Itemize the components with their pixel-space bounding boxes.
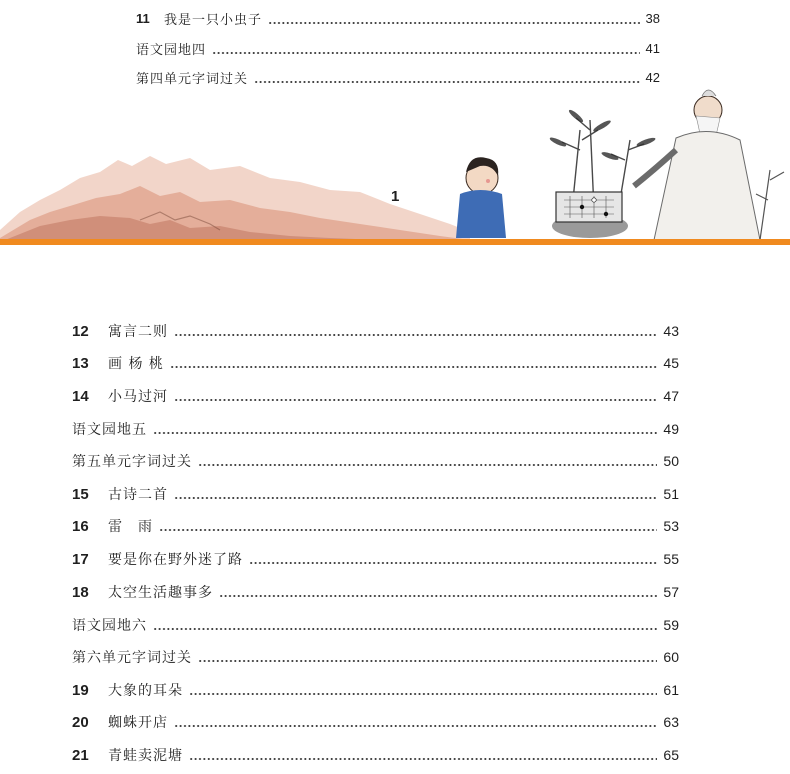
toc-leader-dots <box>174 324 657 338</box>
toc-entry[interactable] <box>72 352 679 374</box>
toc-entry[interactable] <box>72 450 679 472</box>
toc-entry-number: 15 <box>72 485 89 503</box>
page-divider-bar <box>0 239 790 245</box>
toc-leader-dots <box>174 487 657 501</box>
toc-entry[interactable] <box>72 679 679 701</box>
toc-entry-page: 61 <box>663 682 679 698</box>
toc-entry-page: 57 <box>663 584 679 600</box>
toc-entry[interactable] <box>136 8 660 28</box>
toc-leader-dots <box>212 42 640 55</box>
toc-entry-number: 13 <box>72 354 89 372</box>
toc-entry-title: 第四单元字词过关 <box>136 71 249 87</box>
toc-entry[interactable] <box>72 646 679 668</box>
toc-leader-dots <box>159 519 657 533</box>
top-page <box>0 0 790 246</box>
toc-entry-page: 59 <box>663 617 679 633</box>
toc-leader-dots <box>249 552 657 566</box>
toc-entry[interactable] <box>72 385 679 407</box>
toc-leader-dots <box>174 715 657 729</box>
toc-entry[interactable] <box>72 483 679 505</box>
toc-entry[interactable] <box>72 581 679 603</box>
toc-leader-dots <box>189 748 657 762</box>
toc-entry-page: 41 <box>645 40 660 56</box>
toc-entry-number: 20 <box>72 713 89 731</box>
toc-leader-dots <box>198 454 657 468</box>
toc-entry[interactable] <box>72 515 679 537</box>
toc-entry-page: 49 <box>663 421 679 437</box>
toc-entry-title: 寓言二则 <box>108 324 168 340</box>
toc-entry-page: 47 <box>663 388 679 404</box>
toc-leader-dots <box>170 356 658 370</box>
toc-leader-dots <box>153 422 657 436</box>
toc-entry-title: 要是你在野外迷了路 <box>108 552 243 568</box>
toc-entry[interactable] <box>136 67 660 87</box>
toc-entry-page: 42 <box>645 69 660 85</box>
toc-entry-page: 51 <box>663 486 679 502</box>
toc-entry-title: 太空生活趣事多 <box>108 585 213 601</box>
toc-entry[interactable] <box>72 744 679 766</box>
toc-leader-dots <box>153 618 657 632</box>
toc-entry-page: 43 <box>663 323 679 339</box>
toc-entry-number: 21 <box>72 746 89 764</box>
toc-leader-dots <box>174 389 657 403</box>
toc-entry-page: 45 <box>663 355 679 371</box>
toc-entry[interactable] <box>72 614 679 636</box>
toc-entry-page: 50 <box>663 453 679 469</box>
toc-entry-number: 17 <box>72 550 89 568</box>
toc-entry-page: 55 <box>663 551 679 567</box>
toc-entry-number: 19 <box>72 681 89 699</box>
mountain-illustration <box>0 120 470 242</box>
toc-entry-page: 38 <box>645 10 660 26</box>
toc-entry-page: 63 <box>663 714 679 730</box>
page-number: 1 <box>391 188 400 205</box>
go-game-illustration <box>440 60 790 242</box>
toc-entry-title: 蜘蛛开店 <box>108 715 168 731</box>
toc-entry-number: 11 <box>136 10 150 26</box>
toc-leader-dots <box>198 650 657 664</box>
toc-entry-title: 第六单元字词过关 <box>72 650 192 666</box>
toc-entry-title: 青蛙卖泥塘 <box>108 748 183 764</box>
toc-entry[interactable] <box>136 38 660 58</box>
toc-entry-title: 第五单元字词过关 <box>72 454 192 470</box>
toc-entry-title: 大象的耳朵 <box>108 683 183 699</box>
toc-entry-title: 小马过河 <box>108 389 168 405</box>
toc-entry[interactable] <box>72 320 679 342</box>
toc-entry-page: 65 <box>663 747 679 763</box>
toc-entry-title: 语文园地六 <box>72 618 147 634</box>
toc-entry-title: 我是一只小虫子 <box>164 12 263 28</box>
toc-entry-number: 16 <box>72 517 89 535</box>
toc-leader-dots <box>189 683 657 697</box>
toc-entry-title: 雷 雨 <box>108 519 153 535</box>
toc-entry-title: 语文园地五 <box>72 422 147 438</box>
toc-entry-page: 60 <box>663 649 679 665</box>
toc-leader-dots <box>268 12 640 25</box>
toc-entry[interactable] <box>72 711 679 733</box>
toc-entry-title: 画 杨 桃 <box>108 356 164 372</box>
toc-entry-number: 18 <box>72 583 89 601</box>
toc-leader-dots <box>254 71 640 84</box>
toc-entry-number: 12 <box>72 322 89 340</box>
toc-entry[interactable] <box>72 548 679 570</box>
toc-entry-page: 53 <box>663 518 679 534</box>
toc-entry[interactable] <box>72 418 679 440</box>
toc-entry-title: 语文园地四 <box>136 42 207 58</box>
toc-entry-number: 14 <box>72 387 89 405</box>
toc-leader-dots <box>219 585 657 599</box>
toc-entry-title: 古诗二首 <box>108 487 168 503</box>
